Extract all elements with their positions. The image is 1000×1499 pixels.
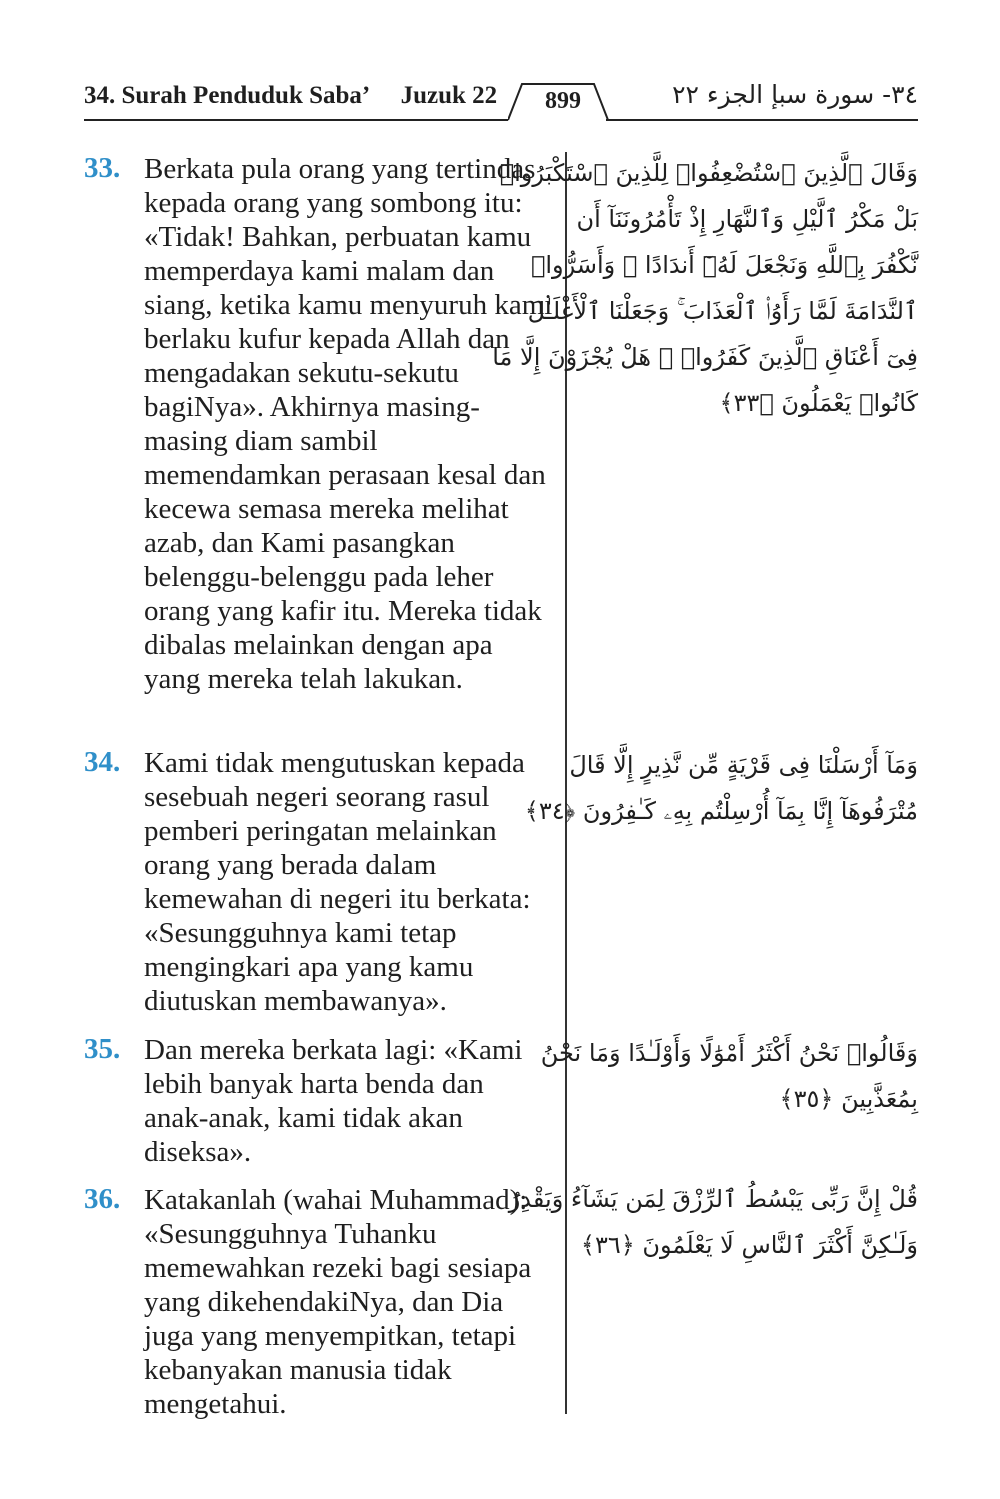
verse-arabic-34 xyxy=(524,742,918,834)
page-number-box xyxy=(508,80,608,120)
surah-title-arabic: ٣٤- سورة سبإ xyxy=(771,80,918,109)
verse-number: 35. xyxy=(84,1033,121,1065)
juz-label-arabic: الجزء ٢٢ xyxy=(672,80,764,109)
header-left xyxy=(84,82,497,110)
verse-text: Kami tidak mengutuskan kepada sesebuah negeri seorang rasul pemberi peringatan melainkan orang yang berada dalam kemewahan di negeri itu berkata: «Sesungguhnya kami tetap mengingkari apa yang kamu diutuskan membawanya». xyxy=(144,747,531,1017)
juzuk-label: Juzuk 22 xyxy=(400,82,498,109)
verse-number: 36. xyxy=(84,1183,121,1215)
verse-translation-34 xyxy=(84,746,554,1018)
arabic-line: بِمُعَذَّبِينَ ﴿٣٥﴾ xyxy=(779,1085,918,1113)
verse-text: Berkata pula orang yang tertindas kepada orang yang sombong itu: «Tidak! Bahkan, perbuatan kamu memperdaya kami malam dan siang, ketika kamu menyuruh kami berlaku kufur kepada Allah dan mengadakan sekutu-sekutu bagiNya». Akhirnya masing-masing diam sambil memendamkan perasaan kesal dan kecewa semasa mereka melihat azab, dan Kami pasangkan belenggu-belenggu pada leher orang yang kafir itu. Mereka tidak dibalas melainkan dengan apa yang mereka telah lakukan. xyxy=(144,153,553,695)
page-number: 899 xyxy=(545,88,581,114)
verse-translation-36 xyxy=(84,1183,554,1421)
arabic-line: وَلَـٰكِنَّ أَكْثَرَ ٱلنَّاسِ لَا يَعْلَمُونَ ﴿٣٦﴾ xyxy=(580,1231,918,1259)
verse-number: 33. xyxy=(84,152,121,184)
header-rule-left xyxy=(84,119,508,121)
arabic-line: فِىٓ أَعْنَاقِ ٱلَّذِينَ كَفَرُوا۟ ۚ هَلْ يُجْزَوْنَ إِلَّا مَا xyxy=(492,343,918,371)
verse-arabic-36 xyxy=(508,1176,918,1268)
header-right xyxy=(628,80,918,109)
arabic-line: بَلْ مَكْرُ ٱلَّيْلِ وَٱلنَّهَارِ إِذْ تَأْمُرُونَنَآ أَن xyxy=(576,205,918,233)
page-header xyxy=(0,0,1000,130)
arabic-line: مُتْرَفُوهَآ إِنَّا بِمَآ أُرْسِلْتُم بِهِۦ كَـٰفِرُونَ ﴿٣٤﴾ xyxy=(524,797,918,825)
arabic-line: كَانُوا۟ يَعْمَلُونَ ﴿٣٣﴾ xyxy=(719,389,918,417)
arabic-line: وَمَآ أَرْسَلْنَا فِى قَرْيَةٍ مِّن نَّذِيرٍ إِلَّا قَالَ xyxy=(569,751,918,779)
verse-number: 34. xyxy=(84,746,121,778)
arabic-line: قُلْ إِنَّ رَبِّى يَبْسُطُ ٱلرِّزْقَ لِمَن يَشَآءُ وَيَقْدِرُ xyxy=(508,1185,918,1213)
surah-title-latin: 34. Surah Penduduk Saba’ xyxy=(84,82,369,109)
arabic-line: نَّكْفُرَ بِٱللَّهِ وَنَجْعَلَ لَهُۥٓ أَندَادًا ۚ وَأَسَرُّوا۟ xyxy=(530,251,918,279)
verse-text: Dan mereka berkata lagi: «Kami lebih banyak harta benda dan anak-anak, kami tidak akan diseksa». xyxy=(144,1034,523,1168)
verse-arabic-35 xyxy=(540,1030,918,1122)
verse-translation-35 xyxy=(84,1033,554,1169)
arabic-line: وَقَالَ ٱلَّذِينَ ٱسْتُضْعِفُوا۟ لِلَّذِينَ ٱسْتَكْبَرُوا۟ xyxy=(499,159,918,187)
header-rule-right xyxy=(606,119,918,121)
arabic-line: ٱلنَّدَامَةَ لَمَّا رَأَوُا۟ ٱلْعَذَابَ ۚ وَجَعَلْنَا ٱلْأَغْلَـٰلَ xyxy=(527,297,918,325)
verse-translation-33 xyxy=(84,152,554,696)
arabic-line: وَقَالُوا۟ نَحْنُ أَكْثَرُ أَمْوَٰلًا وَأَوْلَـٰدًا وَمَا نَحْنُ xyxy=(540,1039,918,1067)
verse-arabic-33 xyxy=(492,150,918,426)
verse-text: Katakanlah (wahai Muhammad): «Sesungguhnya Tuhanku memewahkan rezeki bagi sesiapa yang dikehendakiNya, dan Dia juga yang menyempitkan, tetapi kebanyakan manusia tidak mengetahui. xyxy=(144,1184,532,1420)
